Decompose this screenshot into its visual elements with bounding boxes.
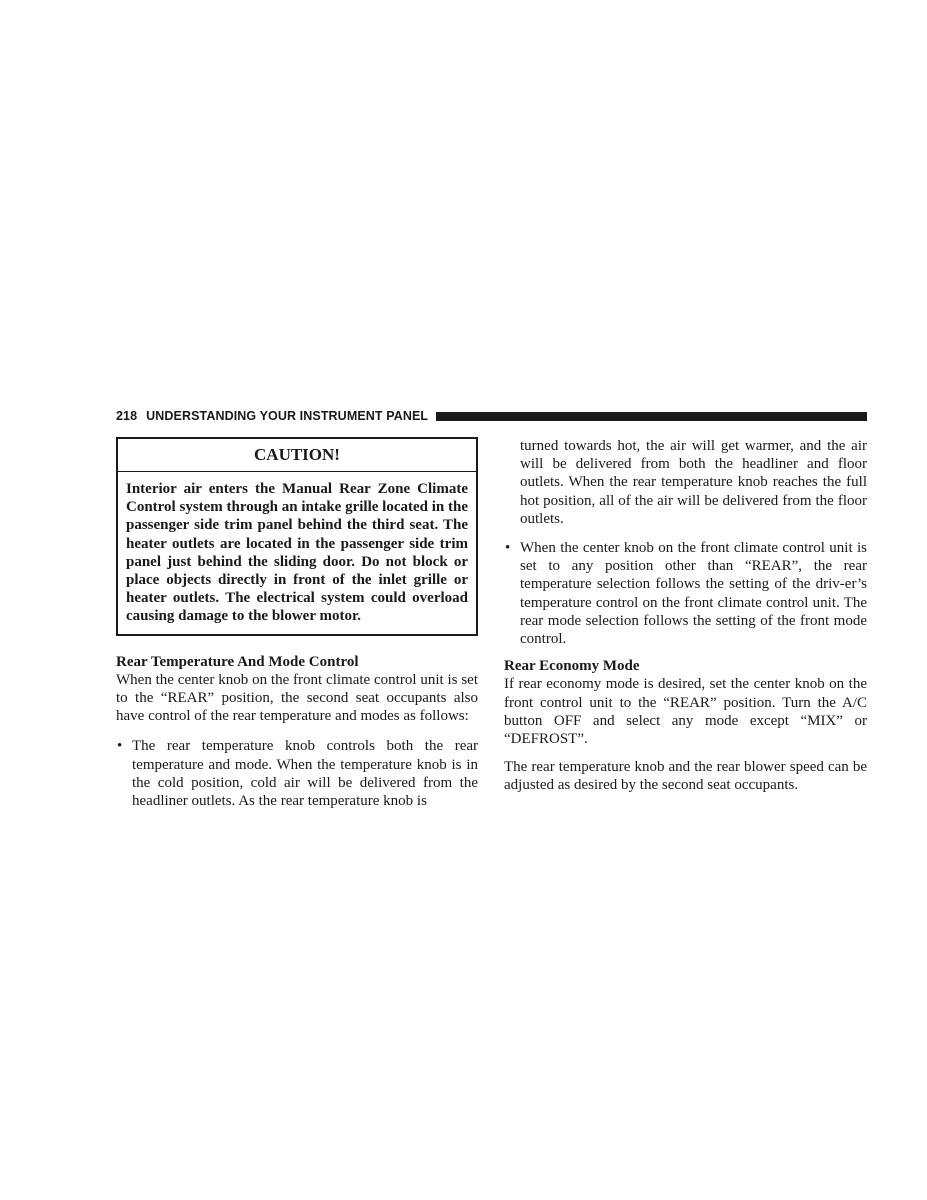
rear-economy-heading: Rear Economy Mode	[504, 658, 640, 675]
left-column	[116, 437, 478, 810]
rear-economy-para-1: If rear economy mode is desired, set the center knob on the front control unit to the “REAR” position. Turn the A/C button OFF and select any mode except “MIX” or “DEFROST”.	[504, 676, 867, 748]
list-item-continuation: turned towards hot, the air will get warmer, and the air will be delivered from both the headliner and floor outlets. When the rear temperature knob reaches the full hot position, all of the air will be delivered from the floor outlets.	[520, 438, 867, 527]
page-number: 218	[116, 409, 138, 423]
list-item	[116, 737, 478, 810]
list-item-text: When the center knob on the front climate control unit is set to any position other than “REAR”, the rear temperature selection follows the setting of the driv-er’s temperature control on the front climate control unit. The rear mode selection follows the setting of the front mode control.	[520, 540, 867, 648]
rear-temperature-intro: When the center knob on the front climate control unit is set to the “REAR” position, the second seat occupants also have control of the rear temperature and modes as follows:	[116, 671, 478, 725]
right-column	[504, 437, 867, 805]
caution-box	[116, 437, 478, 636]
bullet-icon: •	[505, 540, 511, 557]
page-header	[116, 408, 867, 424]
rear-economy-para-2: The rear temperature knob and the rear blower speed can be adjusted as desired by the second seat occupants.	[504, 759, 867, 794]
bullet-icon: •	[117, 738, 123, 755]
caution-title: CAUTION!	[118, 439, 476, 472]
header-rule	[436, 412, 867, 421]
rear-temperature-heading: Rear Temperature And Mode Control	[116, 653, 359, 670]
section-title: UNDERSTANDING YOUR INSTRUMENT PANEL	[146, 409, 429, 423]
list-item-text: The rear temperature knob controls both the rear temperature and mode. When the temperature knob is in the cold position, cold air will be delivered from the headliner outlets. As the rear temperature knob is	[132, 738, 478, 810]
caution-body: Interior air enters the Manual Rear Zone Climate Control system through an intake grille located in the passenger side trim panel behind the third seat. The heater outlets are located in the passenger side trim panel just behind the sliding door. Do not block or place objects directly in front of the inlet grille or heater outlets. The electrical system could overload causing damage to the blower motor.	[126, 481, 468, 625]
list-item	[504, 539, 867, 648]
